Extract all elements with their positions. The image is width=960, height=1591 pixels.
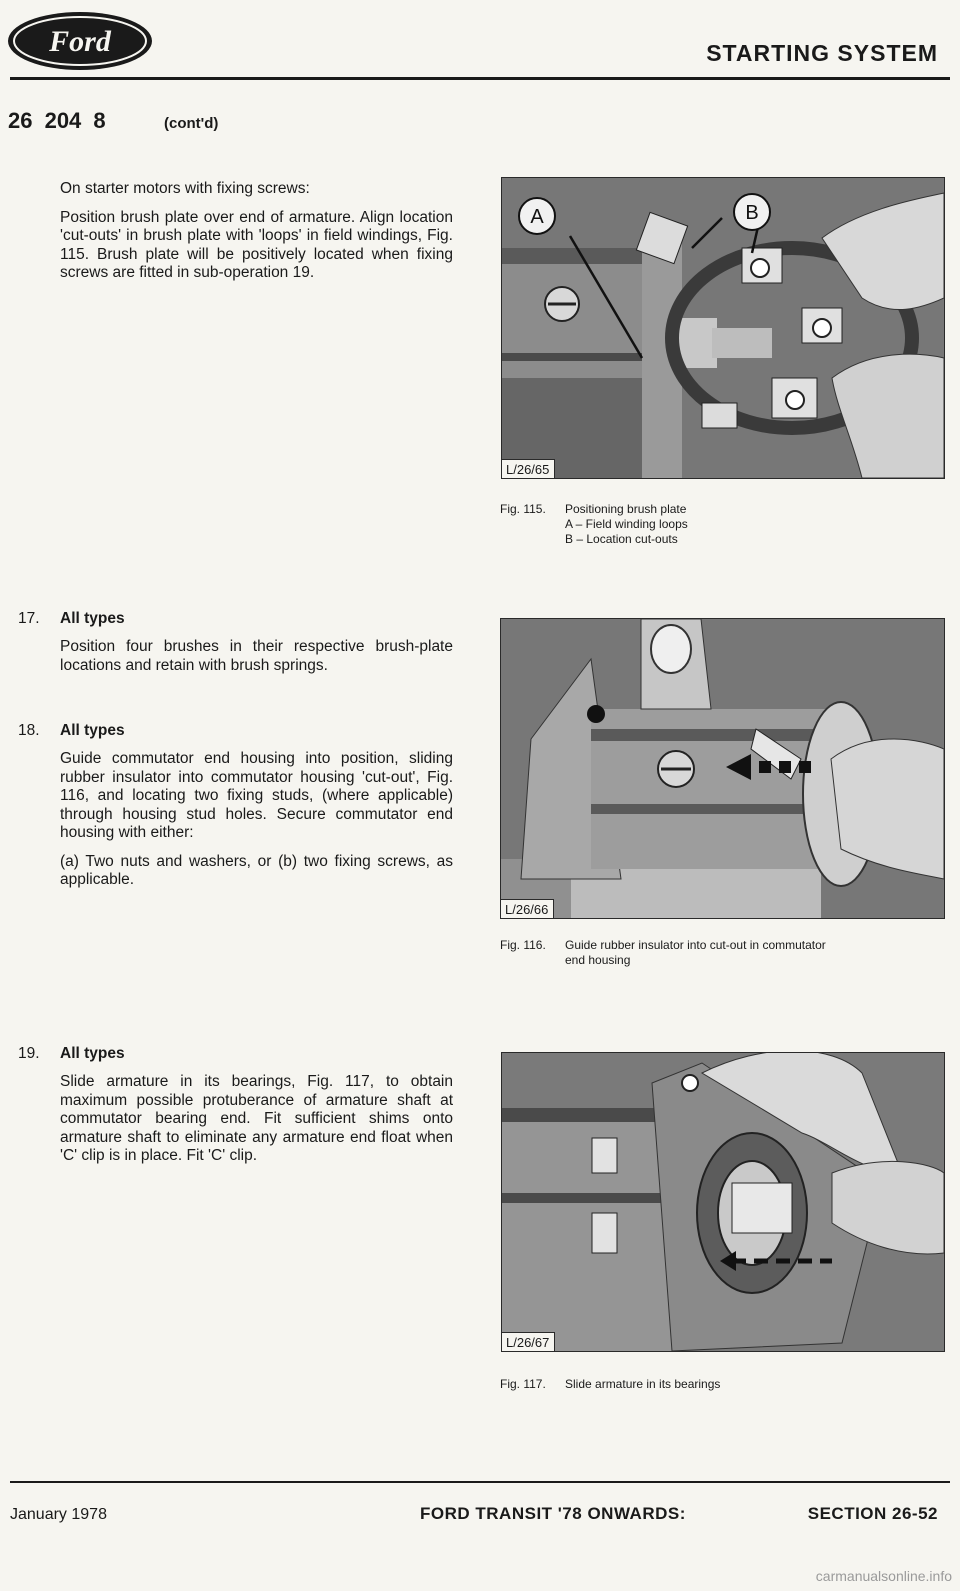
figure-code: L/26/66 [501, 899, 554, 918]
step-19 [60, 1045, 453, 1166]
caption-text: Slide armature in its bearings [565, 1377, 721, 1391]
footer-rule [10, 1481, 950, 1483]
figure-116-photo [500, 618, 945, 919]
intro-block [60, 180, 453, 283]
operation-continued: (cont'd) [164, 115, 219, 132]
figure-115-caption [500, 502, 940, 547]
step-title: All types [60, 722, 125, 739]
step-title: All types [60, 1045, 125, 1062]
step-18 [60, 722, 453, 890]
figure-label: Fig. 116. [500, 938, 546, 952]
step-number: 18. [18, 722, 40, 739]
figure-label: Fig. 117. [500, 1377, 546, 1391]
caption-line: B – Location cut-outs [565, 532, 678, 546]
caption-line: A – Field winding loops [565, 517, 688, 531]
figure-code: L/26/67 [502, 1332, 555, 1351]
step-17 [60, 610, 453, 675]
callout-b: B [745, 202, 759, 224]
figure-label: Fig. 115. [500, 502, 546, 516]
operation-number: 26 204 8 [8, 108, 106, 133]
step-paragraph: Position four brushes in their respective brush-plate locations and retain with brush springs. [60, 638, 453, 674]
step-paragraph: (a) Two nuts and washers, or (b) two fixing screws, as applicable. [60, 852, 453, 888]
intro-body: Position brush plate over end of armature. Align location 'cut-outs' in brush plate with 'loops' in field windings, Fig. 115. Brush plate will be positively located when fixing screws are fitted in sub-operation 19. [60, 208, 453, 281]
watermark[interactable]: carmanualsonline.info [815, 1568, 952, 1584]
logo-text: Ford [49, 25, 111, 58]
step-paragraph: Slide armature in its bearings, Fig. 117, to obtain maximum possible protuberance of armature shaft at commutator bearing end. Fit sufficient shims onto armature shaft to eliminate any armature end float when 'C' clip is in place. Fit 'C' clip. [60, 1073, 453, 1164]
header-rule [10, 77, 950, 80]
figure-116-caption [500, 938, 940, 968]
caption-line: end housing [565, 953, 631, 967]
step-number: 17. [18, 610, 40, 627]
figure-115-photo [501, 177, 945, 479]
caption-text: Guide rubber insulator into cut-out in commutator [565, 938, 826, 952]
footer-publication: FORD TRANSIT '78 ONWARDS: [420, 1504, 686, 1523]
figure-117-photo [501, 1052, 945, 1352]
figure-code: L/26/65 [502, 459, 555, 478]
step-number: 19. [18, 1045, 40, 1062]
figure-117-caption [500, 1377, 940, 1392]
step-title: All types [60, 610, 125, 627]
step-paragraph: Guide commutator end housing into position, sliding rubber insulator into commutator housing 'cut-out', Fig. 116, and locating two fixing studs, (where applicable) through housing stud holes. Secure commutator end housing with either: [60, 750, 453, 841]
caption-text: Positioning brush plate [565, 502, 687, 516]
ford-logo [6, 10, 154, 72]
footer-date: January 1978 [10, 1506, 107, 1523]
footer-section: SECTION 26-52 [807, 1504, 938, 1523]
intro-lead: On starter motors with fixing screws: [60, 180, 310, 197]
section-title: STARTING SYSTEM [706, 40, 938, 66]
callout-a: A [530, 206, 544, 228]
